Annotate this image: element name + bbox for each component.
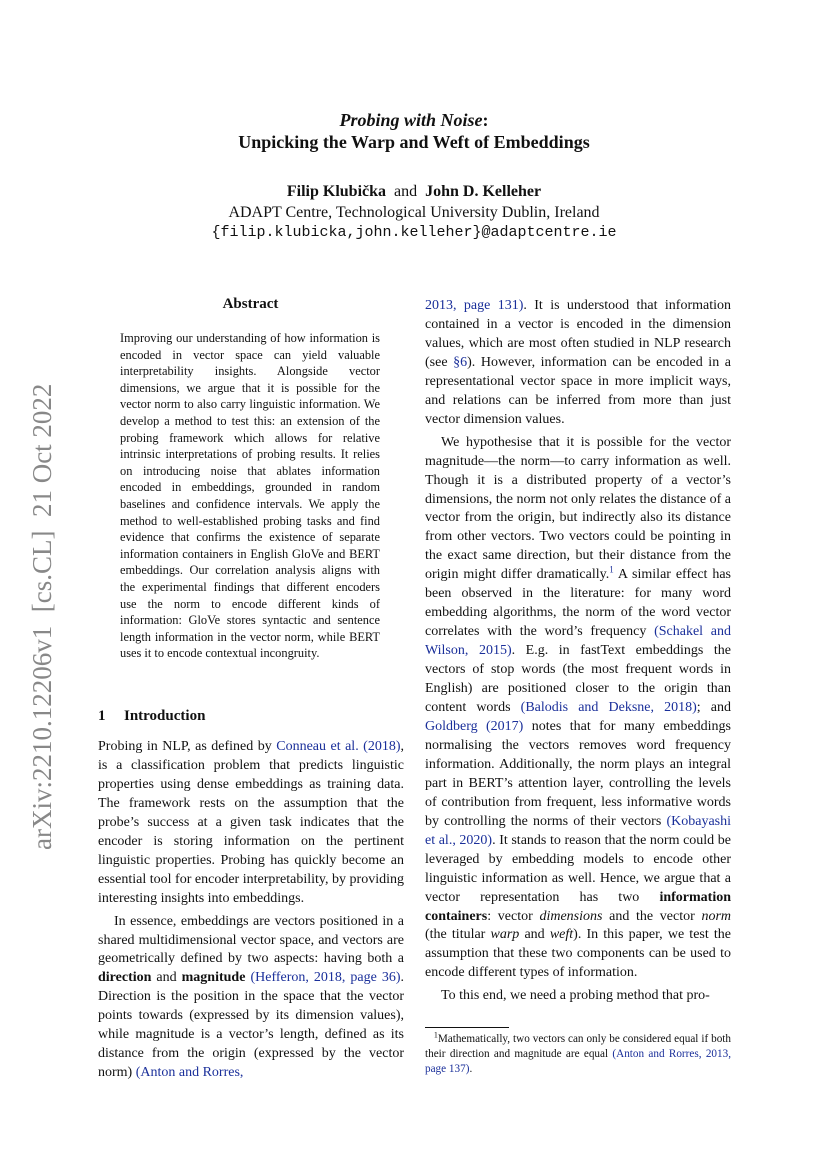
section-heading-introduction: 1 Introduction — [98, 708, 206, 724]
paper-title-line1: Probing with Noise: — [339, 110, 489, 130]
paper-title-line2: Unpicking the Warp and Weft of Embeddings — [238, 132, 590, 152]
footnote-divider — [425, 1027, 509, 1028]
footnote: $^1$Mathematically, two vectors can only be considered equal if both their direction and magnitude are equal (Anton and Rorres, 2013, page 137). — [425, 1030, 731, 1075]
citation-link[interactable]: (Anton and Rorres, — [135, 1065, 244, 1081]
email: {filip.klubicka,john.kelleher}@adaptcentre.ie — [211, 224, 617, 241]
authors: Filip Klubička and John D. Kelleher — [286, 183, 542, 200]
paragraph: To this end, we need a probing method that pro- — [441, 988, 710, 1004]
right-column-body — [425, 297, 731, 1006]
paragraph: 2013, page 131). It is understood that information contained in a vector is encoded in the dimension values, which are most often studied in NLP research (see §6). However, information can be encoded in a representational vector space in more implicit ways, and relations can be inferred from more than just vector dimension values. — [425, 298, 731, 427]
left-column-body — [98, 738, 404, 1083]
author-1: Filip Klubička — [286, 183, 387, 200]
citation-link[interactable]: 2013, page 131) — [425, 298, 524, 313]
citation-link[interactable]: (Schakel and Wilson, 2015) — [425, 624, 731, 659]
paragraph: Probing in NLP, as defined by Conneau et al. (2018), is a classification problem that predicts linguistic properties using dense embeddings as training data. The framework rests on the assumption that the probe’s success at a given task indicates that the encoder is storing information on the pertinent linguistic properties. Probing has quickly become an essential tool for encoder interpretability, by providing interesting insights into embeddings. — [98, 739, 405, 906]
citation-link[interactable]: (Anton and Rorres, 2013, page 137) — [425, 1048, 731, 1075]
footnote-marker[interactable]: 1 — [609, 564, 614, 575]
paragraph: In essence, embeddings are vectors positioned in a shared multidimensional vector space, and vectors are geometrically defined by two aspects: having both a direction and magnitude (Hefferon, 2018, page 36). Direction is the position in the space that the vector points towards (expressed by its dimension values), while magnitude is a vector’s length, defined as its distance from the origin (expressed by the vector norm) (Anton and Rorres, — [98, 913, 404, 1081]
section-link[interactable]: §6 — [453, 354, 468, 370]
affiliation: ADAPT Centre, Technological University Dublin, Ireland — [228, 204, 600, 221]
paragraph: We hypothesise that it is possible for the vector magnitude—the norm—to carry information as well. Though it is a distributed property of a vector’s dimensions, the norm not only relates the distance of a vector from the origin, but indirectly also its distance from other vectors. Two vectors could be pointing in the exact same direction, but their distance from the origin might differ dramatically.$^1$ A similar effect has been observed in the literature: for many word embedding algorithms, the norm of the word vector correlates with the word’s frequency (Schakel and Wilson, 2015). E.g. in fastText embeddings the vectors of stop words (the most frequent words in English) are positioned closer to the origin than content words (Balodis and Deksne, 2018); and Goldberg (2017) notes that for many embeddings normalising the vectors removes word frequency information. Additionally, the norm plays an integral part in BERT’s attention layer, controlling the levels of contribution from frequent, less informative words by controlling the norms of their vectors (Kobayashi et al., 2020). It stands to reason that the norm could be leveraged by embedding models to encode other linguistic information as well. Hence, we argue that a vector representation has two information containers: vector dimensions and the vector norm (the titular warp and weft). In this paper, we test the assumption that these two components can be used to encode different types of information. — [425, 434, 732, 981]
citation-link[interactable]: (Kobayashi et al., 2020) — [425, 813, 731, 848]
abstract-heading: Abstract — [222, 296, 279, 312]
author-2: John D. Kelleher — [425, 183, 542, 200]
citation-link[interactable]: (Hefferon, 2018, page 36) — [250, 970, 401, 986]
abstract-text: Improving our understanding of how information is encoded in vector space can yield valuable interpretability insights. Alongside vector dimensions, we argue that it is possible for the vector norm to also carry linguistic information. We develop a method to test this: an extension of the probing framework which allows for relative intrinsic interpretations of probing results. It relies on introducing noise that ablates information encoded in embeddings, grounded in random baselines and confidence intervals. We apply the method to well-established probing tasks and find evidence that confirms the existence of separate information containers in English GloVe and BERT embeddings. Our correlation analysis aligns with the experimental findings that different encoders use the norm to encode different kinds of information: GloVe stores syntactic and sentence length information in the vector norm, while BERT uses it to encode contextual incongruity. — [120, 331, 380, 661]
citation-link[interactable]: Goldberg (2017) — [425, 718, 524, 734]
arxiv-stamp: arXiv:2210.12206v1 [cs.CL] 21 Oct 2022 — [27, 383, 57, 850]
citation-link[interactable]: (Balodis and Deksne, 2018) — [520, 700, 697, 716]
citation-link[interactable]: Conneau et al. (2018) — [276, 739, 401, 754]
